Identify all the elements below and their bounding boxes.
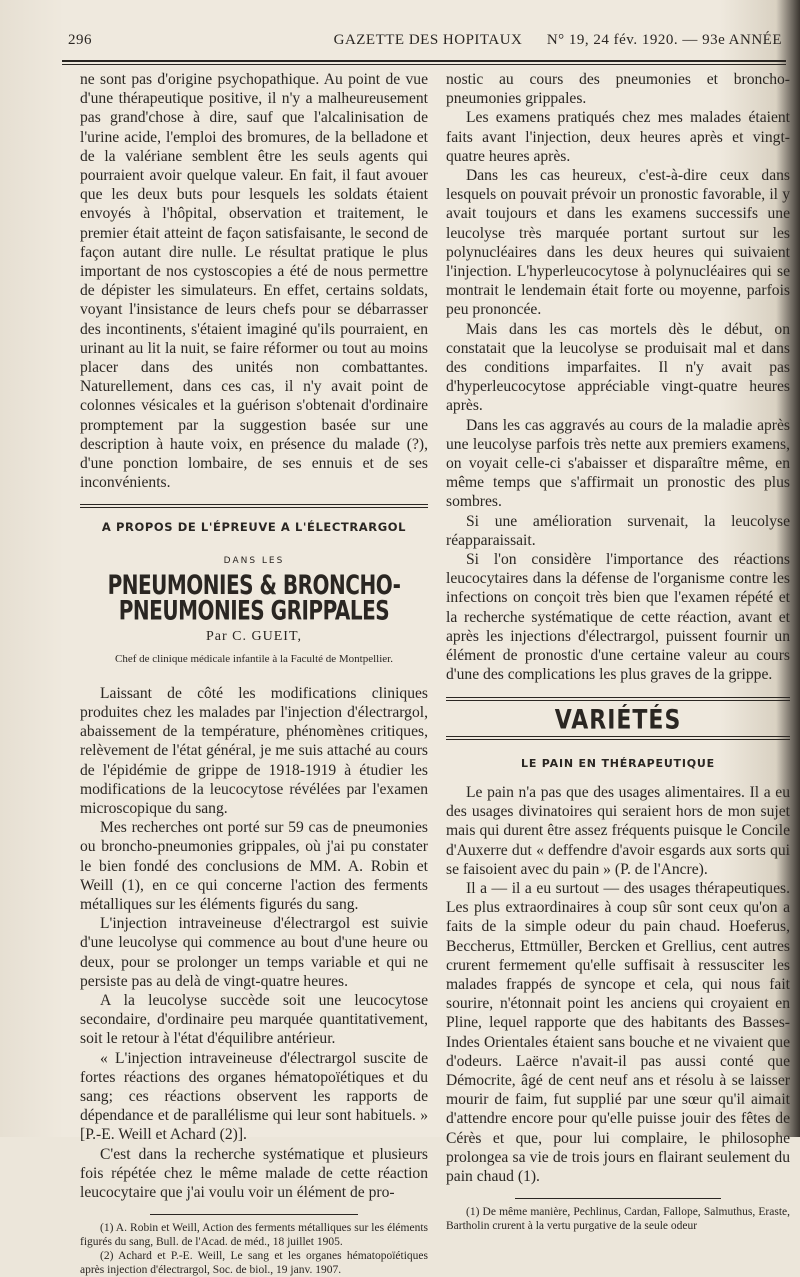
paragraph: Mais dans les cas mortels dès le début, on constatait que la leucolyse se produisait mal et dans des conditions imparfaites. Il n'y avait pas d'hyperleucocytose appréciable vingt-quatre heures après. [446,320,790,415]
page-number: 296 [68,32,92,48]
journal-title: GAZETTE DES HOPITAUX [333,32,523,48]
paragraph: Si une amélioration survenait, la leucolyse réapparaissait. [446,512,790,549]
article-kicker: A PROPOS DE L'ÉPREUVE A L'ÉLECTRARGOL [101,520,407,535]
section-divider [446,736,790,740]
intro-paragraph: ne sont pas d'origine psychopathique. Au point de vue d'une thérapeutique positive, il n'y a malheureusement pas grand'chose à dire, sauf que l'alcalinisation de l'urine acide, l'emploi des bromures, de la belladone et de la valériane semblent être les seuls agents qui pourraient avoir quelque valeur. En fait, il faut avouer que les deux buts pour lesquels les soldats étaient envoyés à l'hôpital, observation et traitement, le premier était atteint de façon satisfaisante, le second de façon autant dire nulle. Le résultat pratique le plus important de nos cystoscopies a été de nous permettre de dépister les simulateurs. En effet, certains soldats, voyant l'insistance de leurs chefs pour se débarrasser des incontinents, s'étaient imaginé qu'ils pourraient, en urinant au lit la nuit, se faire réformer ou tout au moins placer dans des unités non combattantes. Naturellement, dans ces cas, il n'y avait point de colonnes vésicales et la guérison s'obtenait d'ordinaire promptement par la suggestion basée sur une description à haute voix, en présence du malade (?), d'une ponction lombaire, de ses ennuis et de ses inconvénients. [80,71,428,492]
section-divider [80,504,428,508]
left-column [80,70,428,1277]
paragraph: Le pain n'a pas que des usages alimentaires. Il a eu des usages divinatoires qui seraient hors de mon sujet mais qui durent être assez fréquents puisque le Concile d'Auxerre dut « deffendre d'avoir esgards aux sorts qui se faisoient avec du pain » (P. de l'Ancre). [446,783,790,878]
header-rule [62,60,786,65]
issue-info: N° 19, 24 fév. 1920. — 93e ANNÉE [546,32,782,48]
paragraph: Dans les cas aggravés au cours de la maladie après une leucolyse parfois très nette aux premiers examens, on voyait celle-ci s'abaisser et disparaître même, en même temps que s'affirmait un pronostic des plus sombres. [446,416,790,511]
paragraph: Laissant de côté les modifications cliniques produites chez les malades par l'injection d'électrargol, abaissement de la température, phénomènes critiques, relèvement de l'état général, je me suis attaché au cours de l'épidémie de grippe de 1918-1919 à étudier les modifications de la leucocytose révélées par l'examen microscopique du sang. [80,684,428,817]
footnote: (1) A. Robin et Weill, Action des ferments métalliques sur les éléments figurés du sang, Bull. de l'Acad. de méd., 18 juillet 1905. [80,1222,428,1249]
footnote: (1) De même manière, Pechlinus, Cardan, Fallope, Salmuthus, Eraste, Bartholin crurent à la vertu purgative de la seule odeur [446,1206,790,1233]
article-dans: DANS LES [223,555,285,566]
article-author: Par C. GUEIT, [206,629,302,645]
paragraph: Les examens pratiqués chez mes malades étaient faits avant l'injection, deux heures après et vingt-quatre heures après. [446,109,790,165]
paragraph: Il a — il a eu surtout — des usages thérapeutiques. Les plus extraordinaires à coup sûr sont ceux qu'on a faits de la simple odeur du pain chaud. Hoeferus, Beccherus, Ettmüller, Bercken et Grellius, cent autres crurent fermement qu'elle suffisait à ressusciter les malades frappés de syncope et cela, qui nous fait sourire, n'étonnait point les anciens qui croyaient en Pline, lequel rapporte que des habitants des Basses-Indes Orientales étaient sans bouche et ne vivaient que d'odeurs. Laërce n'avait-il pas aussi conté que Démocrite, âgé de cent neuf ans et résolu à se laisser mourir de faim, fut supplié par une sœur qu'il aimait d'attendre encore pour qu'elle puisse jouir des fêtes de Cérès et que, pour lui complaire, le philosophe prolongea sa vie de trois jours en flairant seulement du pain chaud (1). [446,879,790,1185]
paragraph: A la leucolyse succède soit une leucocytose secondaire, d'ordinaire peu marquée quantitativement, soit le retour à l'état d'équilibre antérieur. [80,991,428,1048]
footnote-rule [150,1214,359,1215]
right-column [446,70,790,1233]
section-title: VARIÉTÉS [554,704,682,735]
section-divider [446,697,790,701]
paragraph: nostic au cours des pneumonies et broncho-pneumonies grippales. [446,71,790,108]
section-subtitle: LE PAIN EN THÉRAPEUTIQUE [521,756,715,770]
paragraph: C'est dans la recherche systématique et plusieurs fois répétée chez le même malade de cette réaction leucocytaire que j'ai voulu voir un élément de pro- [80,1145,428,1201]
paragraph: Si l'on considère l'importance des réactions leucocytaires dans la défense de l'organisme contre les infections on conçoit très bien que l'examen répété et la recherche systématique de cette réaction, avant et après les injections d'électrargol, puissent fournir un élément de pronostic d'une certaine valeur au cours d'une des complications les plus graves de la grippe. [446,551,790,684]
article-title: PNEUMONIES & BRONCHO-PNEUMONIES GRIPPALES [107,568,401,627]
footnote: (2) Achard et P.-E. Weill, Le sang et les organes hématopoïétiques après injection d'électrargol, Soc. de biol., 19 janv. 1907. [80,1250,428,1277]
paragraph: Dans les cas heureux, c'est-à-dire ceux dans lesquels on pouvait prévoir un pronostic favorable, il y avait toujours et dans les examens successifs une leucolyse très marquée portant surtout sur les polynucléaires dans les deux heures qui suivaient l'injection. L'hyperleucocytose à polynucléaires qui se montrait le lendemain était forte ou moyenne, parfois peu prononcée. [446,167,790,319]
footnote-rule [515,1198,721,1199]
article-author-role: Chef de clinique médicale infantile à la Faculté de Montpellier. [115,653,393,666]
paragraph: Mes recherches ont porté sur 59 cas de pneumonies ou broncho-pneumonies grippales, où j'ai pu constater le bien fondé des conclusions de MM. A. Robin et Weill (1), en ce qui concerne l'action des ferments métalliques sur les éléments figurés du sang. [80,819,428,913]
paragraph: « L'injection intraveineuse d'électrargol suscite de fortes réactions des organes hématopoïétiques et du sang; ces réactions observent les rapports de dépendance et de parallélisme qui leur sont habituels. » [P.-E. Weill et Achard (2)]. [80,1049,428,1144]
page-header [68,32,788,56]
paragraph: L'injection intraveineuse d'électrargol est suivie d'une leucolyse qui commence au bout d'une heure ou deux, pour se prolonger un temps variable et qui ne persiste pas au delà de vingt-quatre heures. [80,915,428,990]
